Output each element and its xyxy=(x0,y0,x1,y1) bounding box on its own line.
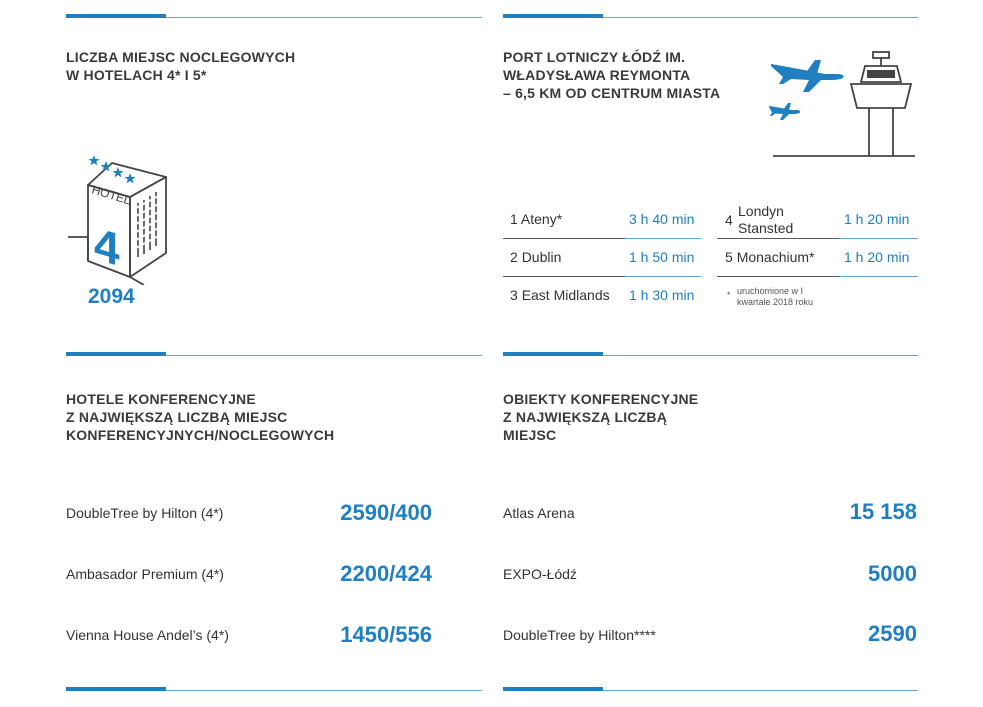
conf-venue-value: 5000 xyxy=(868,561,917,586)
flight-divider xyxy=(717,276,839,277)
conf-venue-name: EXPO-Łódź xyxy=(503,566,577,582)
conf-hotel-value: 2200/424 xyxy=(340,561,432,586)
conf-hotel-value: 2590/400 xyxy=(340,500,432,525)
airport-tower-icon xyxy=(765,48,920,160)
flight-divider xyxy=(503,238,625,239)
flight-city-line1: Londyn xyxy=(738,203,784,219)
conf-hotels-heading-line2: Z NAJWIĘKSZĄ LICZBĄ MIEJSC xyxy=(66,409,288,425)
conf-venue-name: DoubleTree by Hilton**** xyxy=(503,627,656,643)
flight-divider xyxy=(839,276,918,277)
flight-num: 3 xyxy=(510,287,518,303)
mid-bar-right xyxy=(503,352,603,356)
flight-row-1 xyxy=(510,211,562,227)
flight-time-4: 1 h 20 min xyxy=(844,211,910,227)
flight-city: Monachium* xyxy=(736,249,815,265)
hotels-heading-line2: W HOTELACH 4* I 5* xyxy=(66,67,207,83)
conf-hotel-name: DoubleTree by Hilton (4*) xyxy=(66,505,224,521)
flight-city-line2: Stansted xyxy=(738,220,794,236)
conf-hotels-heading-line3: KONFERENCYJNYCH/NOCLEGOWYCH xyxy=(66,427,335,443)
flight-num: 4 xyxy=(725,212,733,228)
top-bar-left xyxy=(66,14,166,18)
conf-venues-heading-line1: OBIEKTY KONFERENCYJNE xyxy=(503,391,699,407)
conf-hotels-heading xyxy=(66,390,334,444)
hotels-heading xyxy=(66,48,295,84)
flight-city: East Midlands xyxy=(521,287,610,303)
airport-heading-line3: – 6,5 KM OD CENTRUM MIASTA xyxy=(503,85,721,101)
conf-venues-heading-line3: MIEJSC xyxy=(503,427,557,443)
conf-hotel-value: 1450/556 xyxy=(340,622,432,647)
flight-divider xyxy=(717,238,839,239)
flight-city: Ateny* xyxy=(520,211,563,227)
flight-num: 1 xyxy=(510,211,518,227)
hotel-sign-text: HOTEL xyxy=(90,182,133,208)
hotel-building-icon xyxy=(60,145,180,285)
hotel-digit: 4 xyxy=(94,217,120,276)
flight-row-3 xyxy=(510,287,610,303)
note-line2: kwartale 2018 roku xyxy=(737,297,814,307)
large-plane-icon xyxy=(771,60,844,92)
mid-bar-left xyxy=(66,352,166,356)
conf-hotel-name: Ambasador Premium (4*) xyxy=(66,566,224,582)
flight-time-2: 1 h 50 min xyxy=(629,249,695,265)
hotels-value: 2094 xyxy=(88,285,135,308)
flight-num: 5 xyxy=(725,249,733,265)
conf-hotels-heading-line1: HOTELE KONFERENCYJNE xyxy=(66,391,256,407)
airport-heading-line2: WŁADYSŁAWA REYMONTA xyxy=(503,67,691,83)
bottom-bar-left xyxy=(66,687,166,691)
conf-venues-heading xyxy=(503,390,698,444)
conf-venue-value: 2590 xyxy=(868,621,917,646)
bottom-bar-right xyxy=(503,687,603,691)
top-bar-right xyxy=(503,14,603,18)
flight-num: 2 xyxy=(510,249,518,265)
conf-venues-heading-line2: Z NAJWIĘKSZĄ LICZBĄ xyxy=(503,409,668,425)
flight-city: Dublin xyxy=(521,249,562,265)
note-line1: uruchomione w I xyxy=(737,286,804,296)
conf-hotel-name: Vienna House Andel’s (4*) xyxy=(66,627,229,643)
hotels-heading-line1: LICZBA MIEJSC NOCLEGOWYCH xyxy=(66,49,296,65)
flight-divider xyxy=(503,276,625,277)
airport-heading-line1: PORT LOTNICZY ŁÓDŹ IM. xyxy=(503,49,686,65)
conf-venue-name: Atlas Arena xyxy=(503,505,575,521)
flight-time-3: 1 h 30 min xyxy=(629,287,695,303)
flight-divider xyxy=(625,238,701,239)
flight-row-2 xyxy=(510,249,561,265)
note-marker: * xyxy=(727,290,731,300)
small-plane-icon xyxy=(769,103,800,120)
flight-divider xyxy=(839,238,918,239)
flight-time-1: 3 h 40 min xyxy=(629,211,695,227)
flight-time-5: 1 h 20 min xyxy=(844,249,910,265)
flight-row-5 xyxy=(725,249,815,265)
conf-venue-value: 15 158 xyxy=(849,499,917,524)
airport-heading xyxy=(503,48,720,102)
flight-divider xyxy=(625,276,701,277)
